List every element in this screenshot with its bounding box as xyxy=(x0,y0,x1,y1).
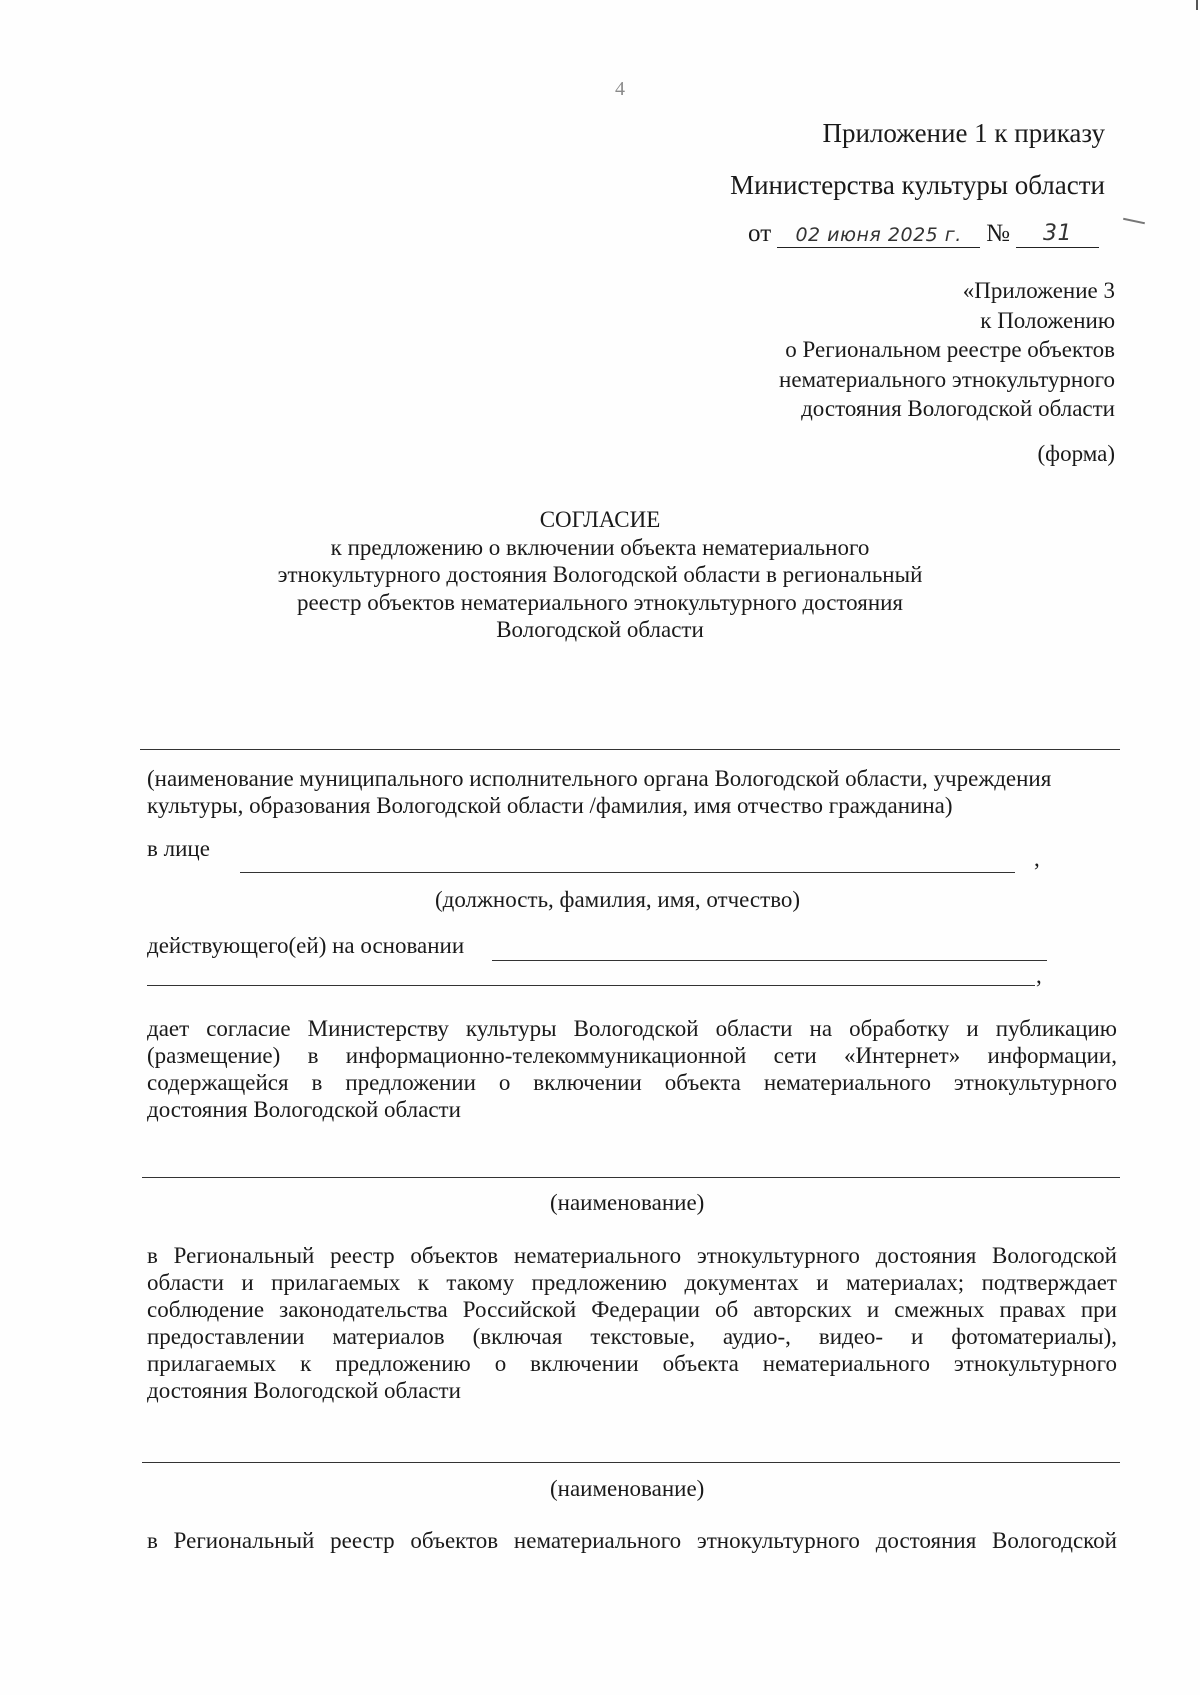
consent-paragraph xyxy=(147,1015,1117,1123)
comma-mark-2: , xyxy=(1036,963,1042,988)
title-line: к предложению о включении объекта нематериального xyxy=(330,534,870,560)
scan-corner-mark xyxy=(1196,0,1198,10)
registry-line: достояния Вологодской области xyxy=(147,1378,461,1403)
object-name-blank-line-2[interactable] xyxy=(142,1462,1120,1463)
org-caption-line: (наименование муниципального исполнительного органа Вологодской области, учреждения xyxy=(147,766,1052,791)
appendix-ref-line: нематериального этнокультурного xyxy=(779,366,1115,392)
consent-line: достояния Вологодской области xyxy=(147,1097,461,1122)
registry-line: в Региональный реестр объектов нематериального этнокультурного достояния Вологодской xyxy=(147,1528,1117,1553)
title-heading: СОГЛАСИЕ xyxy=(539,507,661,532)
registry-line: в Региональный реестр объектов нематериального этнокультурного достояния Вологодской xyxy=(147,1243,1117,1268)
page-number: 4 xyxy=(615,78,625,100)
title-line: этнокультурного достояния Вологодской области в региональный xyxy=(277,562,923,587)
appendix-ref-line: достояния Вологодской области xyxy=(801,396,1115,421)
registry-line: прилагаемых к предложению о включении объекта нематериального этнокультурного xyxy=(147,1351,1117,1376)
appendix-ref-line: к Положению xyxy=(980,307,1115,333)
basis-label: действующего(ей) на основании xyxy=(147,933,465,958)
consent-line: дает согласие Министерству культуры Вологодской области на обработку и публикацию xyxy=(147,1016,1117,1041)
registry-paragraph xyxy=(147,1242,1117,1404)
representative-blank-line[interactable] xyxy=(240,872,1015,873)
appendix-ref-line: о Региональном реестре объектов xyxy=(785,337,1115,362)
handwritten-number: 31 xyxy=(1016,221,1099,248)
registry-line: соблюдение законодательства Российской Федерации об авторских и смежных правах при xyxy=(147,1297,1117,1322)
comma-mark: , xyxy=(1034,846,1040,871)
org-caption-line: культуры, образования Вологодской области /фамилия, имя отчество гражданина) xyxy=(147,793,953,818)
appendix-ref-line: «Приложение 3 xyxy=(962,278,1115,303)
basis-blank-line-2[interactable] xyxy=(147,985,1035,986)
date-prefix: от xyxy=(748,220,772,247)
object-name-caption: (наименование) xyxy=(550,1190,705,1215)
document-title xyxy=(0,506,1200,644)
consent-line: (размещение) в информационно-телекоммуникационной сети «Интернет» информации, xyxy=(147,1043,1117,1068)
consent-line: содержащейся в предложении о включении объекта нематериального этнокультурного xyxy=(147,1070,1117,1095)
registry-paragraph-2 xyxy=(147,1527,1117,1554)
registry-line: предоставлении материалов (включая текстовые, аудио-, видео- и фотоматериалы), xyxy=(147,1324,1117,1349)
handwritten-date: 02 июня 2025 г. xyxy=(777,224,980,248)
appendix-line: Приложение 1 к приказу xyxy=(822,118,1105,148)
title-line: Вологодской области xyxy=(496,617,704,642)
scan-stray-mark xyxy=(1123,218,1145,225)
title-line: реестр объектов нематериального этнокультурного достояния xyxy=(296,589,904,615)
registry-line: области и прилагаемых к такому предложению документах и материалах; подтверждает xyxy=(147,1270,1117,1295)
object-name-caption-2: (наименование) xyxy=(550,1476,705,1501)
in-person-label: в лице xyxy=(147,836,210,861)
org-name-blank-line[interactable] xyxy=(140,749,1120,750)
number-sign: № xyxy=(986,220,1010,247)
basis-blank-line[interactable] xyxy=(492,960,1047,961)
form-label: (форма) xyxy=(1037,441,1115,466)
appendix-reference xyxy=(779,276,1115,424)
object-name-blank-line[interactable] xyxy=(142,1177,1120,1178)
order-date-line xyxy=(748,220,1105,248)
org-name-caption xyxy=(147,765,1051,819)
position-caption: (должность, фамилия, имя, отчество) xyxy=(435,887,801,912)
ministry-line: Министерства культуры области xyxy=(730,170,1105,200)
